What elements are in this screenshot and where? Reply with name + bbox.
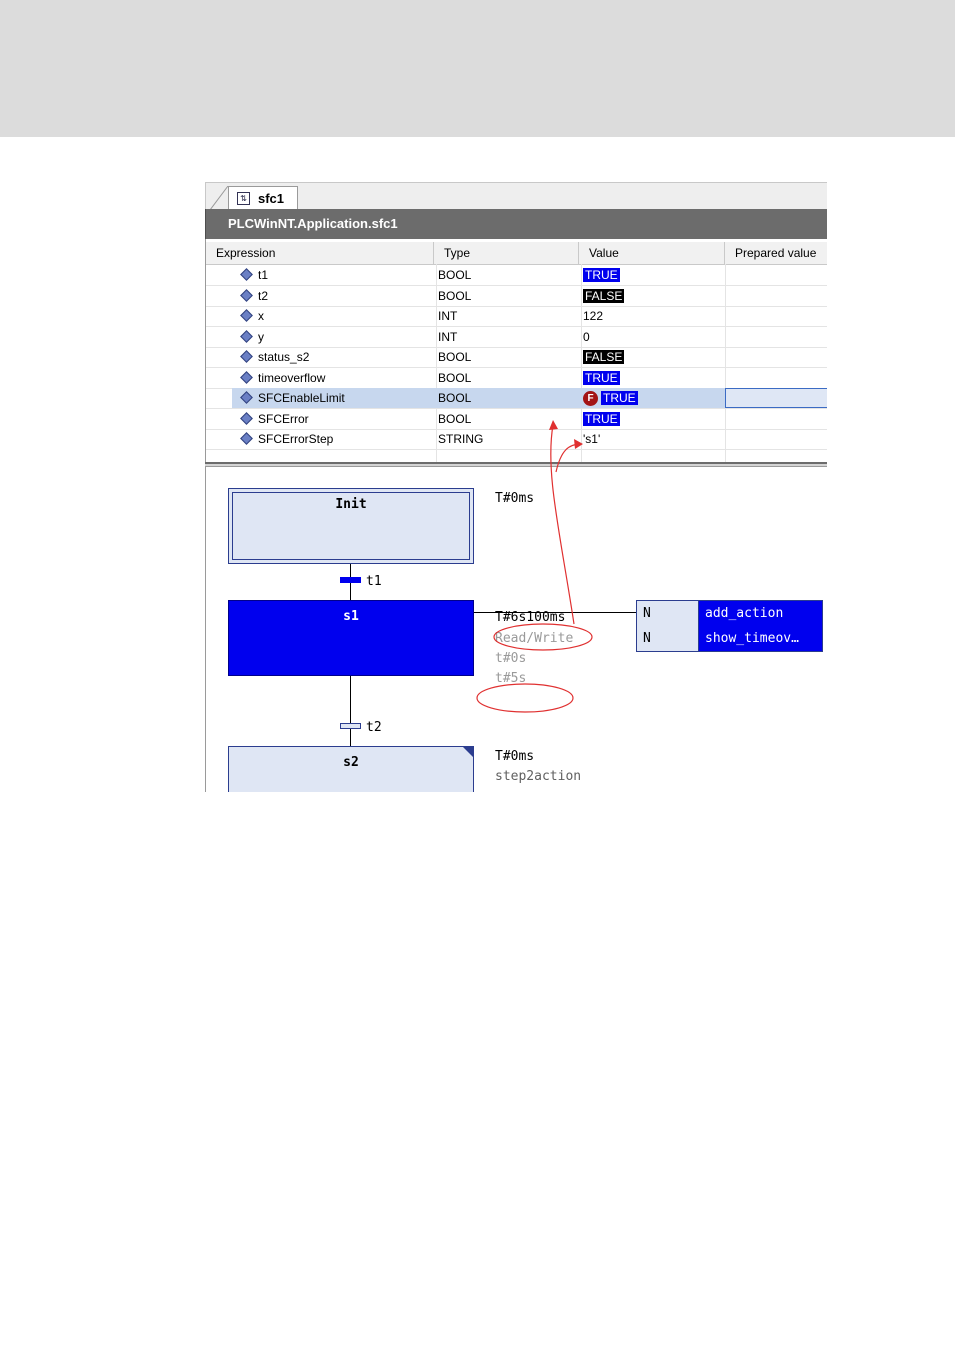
column-header-expression[interactable]: Expression <box>206 242 434 264</box>
cell-type: BOOL <box>438 288 472 303</box>
step-s2-name: s2 <box>343 755 359 770</box>
variable-icon <box>240 371 253 384</box>
variable-icon <box>240 432 253 445</box>
cell-type: BOOL <box>438 411 472 426</box>
cell-type: STRING <box>438 432 484 446</box>
page-header-band <box>0 0 955 137</box>
table-row[interactable] <box>206 409 827 430</box>
step-s2-action: step2action <box>495 769 582 784</box>
cell-expression: y <box>258 329 264 344</box>
step-s1-min-time: t#0s <box>495 651 527 666</box>
action-qualifier: N <box>637 626 699 651</box>
step-s2-time: T#0ms <box>495 749 535 764</box>
table-row[interactable] <box>206 429 827 450</box>
force-icon: F <box>583 391 598 406</box>
step-s1[interactable] <box>228 600 474 676</box>
cell-expression: SFCEnableLimit <box>258 391 345 405</box>
column-header-prepared-value[interactable]: Prepared value <box>735 246 817 260</box>
column-header-value[interactable]: Value <box>579 242 725 264</box>
step-init-time: T#0ms <box>495 491 535 506</box>
table-row[interactable] <box>206 368 827 389</box>
variable-icon <box>240 268 253 281</box>
value-text: 's1' <box>583 432 601 446</box>
transition-t1[interactable] <box>340 577 361 583</box>
table-header <box>206 242 827 265</box>
table-row[interactable] <box>206 388 827 409</box>
transition-t2-label: t2 <box>366 720 382 735</box>
table-row[interactable] <box>206 286 827 307</box>
cell-type: BOOL <box>438 268 472 282</box>
editor-title-bar <box>205 209 827 239</box>
cell-type: INT <box>438 329 458 344</box>
variable-icon <box>240 330 253 343</box>
cell-value <box>583 368 620 388</box>
value-text: TRUE <box>585 268 618 282</box>
sfc-document-icon: ⇅ <box>237 192 250 205</box>
cell-expression: t1 <box>258 268 269 282</box>
cell-expression: status_s2 <box>258 350 310 364</box>
watch-table <box>205 239 827 462</box>
action-qualifier: N <box>637 601 699 626</box>
step-s1-name: s1 <box>343 609 359 624</box>
step-init-name: Init <box>335 497 367 512</box>
step-init[interactable] <box>228 488 474 564</box>
value-text: 122 <box>583 309 604 323</box>
tab-strip <box>205 182 827 209</box>
variable-icon <box>240 412 253 425</box>
transition-t2[interactable] <box>340 723 361 729</box>
sfc-diagram <box>205 467 827 792</box>
cell-value <box>583 265 620 285</box>
table-row[interactable] <box>206 327 827 348</box>
action-row[interactable] <box>637 601 822 627</box>
cell-expression: SFCErrorStep <box>258 432 334 446</box>
table-row[interactable] <box>206 306 827 327</box>
prepared-value-input[interactable] <box>725 388 827 408</box>
transition-t1-label: t1 <box>366 574 382 589</box>
value-text: 0 <box>583 329 590 344</box>
cell-type: BOOL <box>438 350 472 364</box>
value-text: FALSE <box>585 350 623 364</box>
editor-title: PLCWinNT.Application.sfc1 <box>228 216 398 231</box>
cell-type: INT <box>438 309 458 323</box>
column-header-type[interactable]: Type <box>434 242 579 264</box>
cell-expression: x <box>258 309 264 323</box>
tab-label: sfc1 <box>258 191 285 206</box>
cell-value <box>583 347 624 367</box>
value-text: TRUE <box>585 411 618 426</box>
value-text: TRUE <box>603 391 636 405</box>
cell-value <box>583 306 603 326</box>
cell-expression: timeoverflow <box>258 370 326 385</box>
step-s2[interactable] <box>228 746 474 792</box>
cell-type: BOOL <box>438 391 472 405</box>
cell-type: BOOL <box>438 370 472 385</box>
cell-value <box>583 409 620 429</box>
action-block <box>636 600 823 652</box>
tab-slope <box>210 186 230 210</box>
table-row[interactable] <box>206 265 827 286</box>
step-s1-time: T#6s100ms <box>495 610 566 625</box>
cell-value <box>583 429 600 449</box>
value-text: FALSE <box>585 288 623 303</box>
table-row[interactable] <box>206 347 827 368</box>
step-s1-access: Read/Write <box>495 631 574 646</box>
cell-expression: SFCError <box>258 411 309 426</box>
value-text: TRUE <box>585 370 618 385</box>
tab-sfc1[interactable] <box>228 186 298 210</box>
cell-value <box>583 286 624 306</box>
variable-icon <box>240 309 253 322</box>
action-row[interactable] <box>637 626 822 651</box>
action-name: show_timeov… <box>699 626 822 651</box>
step-s1-max-time: t#5s <box>495 671 527 686</box>
cell-value <box>583 388 638 408</box>
variable-icon <box>240 289 253 302</box>
action-name: add_action <box>699 601 822 626</box>
cell-value <box>583 327 590 347</box>
plc-editor-window <box>205 182 827 792</box>
variable-icon <box>240 350 253 363</box>
connector-line <box>350 676 351 746</box>
cell-expression: t2 <box>258 288 269 303</box>
